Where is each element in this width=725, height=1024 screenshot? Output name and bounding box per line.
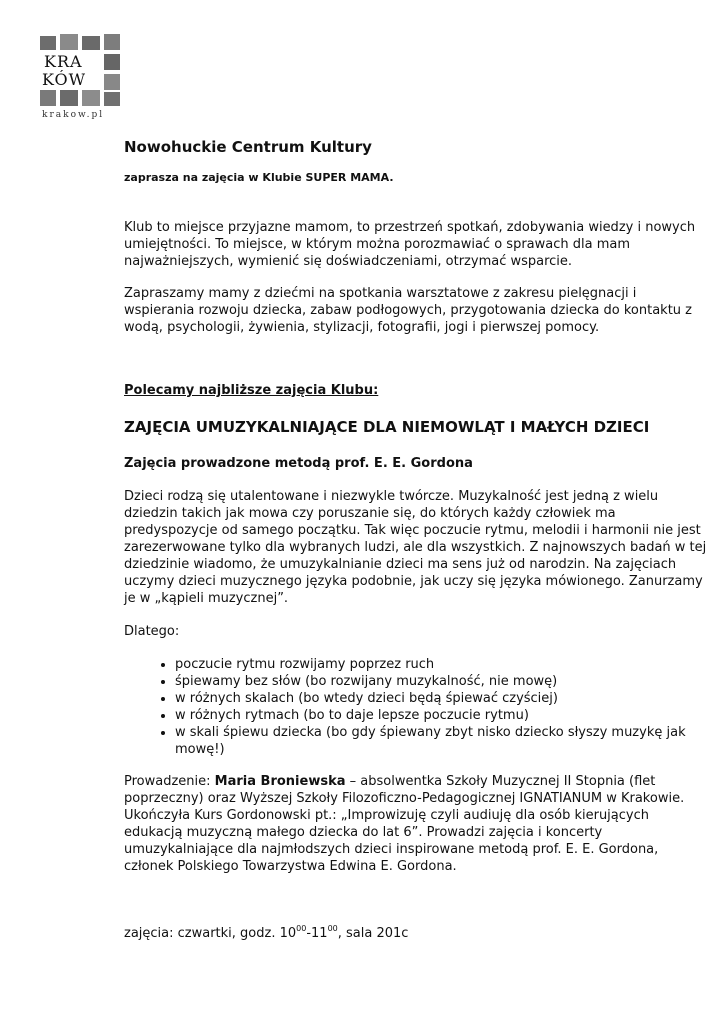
logo-block [104, 54, 120, 70]
logo-block [104, 74, 120, 90]
logo-block [60, 90, 78, 106]
logo-word-bottom: KÓW [42, 70, 87, 89]
list-item: • w różnych skalach (bo wtedy dzieci będą śpiewać czyściej) [175, 690, 709, 707]
class-title: ZAJĘCIA UMUZYKALNIAJĄCE DLA NIEMOWLĄT I MAŁYCH DZIECI [124, 418, 650, 436]
therefore-label: Dlatego: [124, 624, 180, 639]
logo-block [40, 90, 56, 106]
list-item: • poczucie rytmu rozwijamy poprzez ruch [175, 656, 709, 673]
list-item: • w różnych rytmach (bo to daje lepsze poczucie rytmu) [175, 707, 709, 724]
logo-block [82, 36, 100, 50]
instructor-paragraph [124, 773, 709, 875]
schedule-line [124, 924, 709, 941]
recommend-heading: Polecamy najbliższe zajęcia Klubu: [124, 383, 379, 398]
list-item: • śpiewamy bez słów (bo rozwijany muzykalność, nie mowę) [175, 673, 709, 690]
logo-word-top: KRA [44, 52, 83, 71]
organization-title: Nowohuckie Centrum Kultury [124, 138, 372, 156]
schedule-prefix: zajęcia: czwartki, godz. 10 [124, 926, 297, 941]
method-subtitle: Zajęcia prowadzone metodą prof. E. E. Gordona [124, 456, 473, 471]
invitation-subtitle: zaprasza na zajęcia w Klubie SUPER MAMA. [124, 171, 394, 184]
intro-paragraph-1: Klub to miejsce przyjazne mamom, to przestrzeń spotkań, zdobywania wiedzy i nowych umiejętności. To miejsce, w którym można porozmawiać o sprawach dla mam najważniejszych, wymienić się doświadczeniami, otrzymać wsparcie. [124, 220, 696, 269]
instructor-prefix: Prowadzenie: [124, 774, 215, 789]
krakow-logo [38, 32, 124, 124]
logo-block [60, 34, 78, 50]
schedule-end-minutes: 00 [327, 924, 338, 933]
description-paragraph: Dzieci rodzą się utalentowane i niezwykle twórcze. Muzykalność jest jedną z wielu dziedzin takich jak mowa czy poruszanie się, do których każdy człowiek ma predyspozycje od samego początku. Tak więc poczucie rytmu, melodii i harmonii nie jest zarezerwowane tylko dla wybranych ludzi, ale dla wszystkich. Z najnowszych badań w tej dziedzinie wiadomo, że umuzykalnianie dzieci ma sens już od narodzin. Na zajęciach uczymy dzieci muzycznego języka podobnie, jak uczy się języka mówionego. Zanurzamy je w „kąpieli muzycznej”. [124, 489, 707, 606]
list-item: • w skali śpiewu dziecka (bo gdy śpiewany zbyt nisko dziecko słyszy muzykę jak mowę!) [175, 724, 709, 758]
instructor-bio: – absolwentka Szkoły Muzycznej II Stopnia (flet poprzeczny) oraz Wyższej Szkoły Filozoficzno-Pedagogicznej IGNATIANUM w Krakowie. Ukończyła Kurs Gordonowski pt.: „Improwizuję czyli audiuję dla osób kierujących edukacją muzyczną małego dziecka do lat 6”. Prowadzi zajęcia i koncerty umuzykalniające dla najmłodszych dzieci inspirowane metodą prof. E. E. Gordona, członek Polskiego Towarzystwa Edwina E. Gordona. [124, 774, 685, 874]
intro-paragraph-2: Zapraszamy mamy z dziećmi na spotkania warsztatowe z zakresu pielęgnacji i wspierania rozwoju dziecka, zabaw podłogowych, przygotowania dziecka do kontaktu z wodą, psychologii, żywienia, stylizacji, fotografii, jogi i pierwszej pomocy. [124, 286, 692, 335]
schedule-dash: -11 [306, 926, 328, 941]
logo-block [40, 36, 56, 50]
logo-url: krakow.pl [42, 110, 105, 120]
logo-block [104, 92, 120, 106]
benefits-list [124, 656, 709, 758]
schedule-room: , sala 201c [337, 926, 409, 941]
logo-block [82, 90, 100, 106]
schedule-start-minutes: 00 [296, 924, 307, 933]
instructor-name: Maria Broniewska [214, 774, 346, 789]
logo-block [104, 34, 120, 50]
